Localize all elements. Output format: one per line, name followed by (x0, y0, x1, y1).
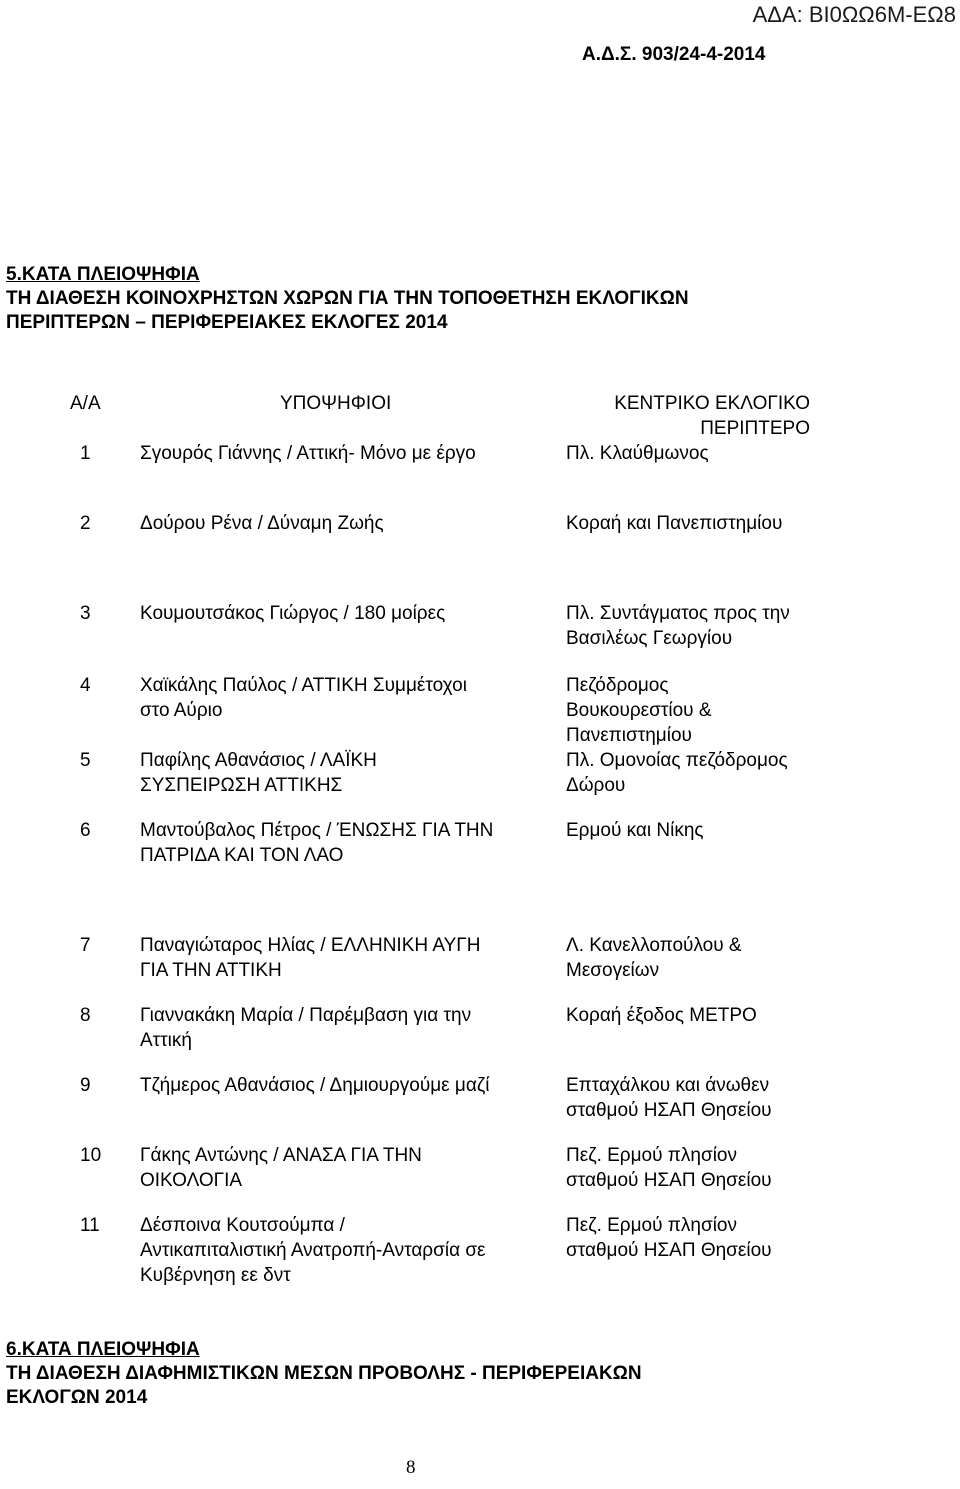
candidate-cell (140, 1073, 489, 1098)
location-line: Πλ. Κλαύθμωνος (566, 443, 709, 464)
section-5-heading (6, 263, 689, 335)
location-line: Πεζόδρομος (566, 675, 669, 696)
section-6-title-line2: ΤΗ ΔΙΑΘΕΣΗ ΔΙΑΦΗΜΙΣΤΙΚΩΝ ΜΕΣΩΝ ΠΡΟΒΟΛΗΣ - ΠΕΡΙΦΕΡΕΙΑΚΩΝ (6, 1363, 642, 1384)
row-number: 4 (80, 675, 91, 696)
candidate-cell (140, 511, 384, 536)
row-number: 9 (80, 1075, 91, 1096)
section-6-title-line1: ΚΑΤΑ ΠΛΕΙΟΨΗΦΙΑ (21, 1339, 200, 1360)
location-line: Ερμού και Νίκης (566, 820, 704, 841)
candidate-line: Δούρου Ρένα / Δύναμη Ζωής (140, 513, 384, 534)
section-6-number: 6. (6, 1339, 22, 1360)
row-number: 1 (80, 443, 91, 464)
location-cell (566, 1073, 772, 1123)
candidate-line: Αττική (140, 1030, 192, 1051)
candidate-line: Παναγιώταρος Ηλίας / ΕΛΛΗΝΙΚΗ ΑΥΓΗ (140, 935, 481, 956)
location-cell (566, 933, 742, 983)
location-line: Βασιλέως Γεωργίου (566, 628, 733, 649)
candidate-line: Τζήμερος Αθανάσιος / Δημιουργούμε μαζί (140, 1075, 490, 1096)
location-line: Πεζ. Ερμού πλησίον (566, 1145, 737, 1166)
candidate-line: Μαντούβαλος Πέτρος / ΈΝΩΣΗΣ ΓΙΑ ΤΗΝ (140, 820, 494, 841)
candidate-line: Παφίλης Αθανάσιος / ΛΑΪΚΗ (140, 750, 377, 771)
location-line: σταθμού ΗΣΑΠ Θησείου (566, 1170, 772, 1191)
location-line: Δώρου (566, 775, 626, 796)
location-line: Βουκουρεστίου & (566, 700, 712, 721)
candidate-line: ΟΙΚΟΛΟΓΙΑ (140, 1170, 243, 1191)
candidate-line: Γάκης Αντώνης / ΑΝΑΣΑ ΓΙΑ ΤΗΝ (140, 1145, 422, 1166)
candidate-line: Χαϊκάλης Παύλος / ΑΤΤΙΚΗ Συμμέτοχοι (140, 675, 467, 696)
location-cell (566, 673, 712, 748)
location-cell (566, 511, 782, 536)
row-number: 3 (80, 603, 91, 624)
section-5-title-line3: ΠΕΡΙΠΤΕΡΩΝ – ΠΕΡΙΦΕΡΕΙΑΚΕΣ ΕΚΛΟΓΕΣ 2014 (6, 312, 448, 333)
row-number: 8 (80, 1005, 91, 1026)
candidate-cell (140, 748, 377, 798)
candidate-line: ΠΑΤΡΙΔΑ ΚΑΙ ΤΟΝ ΛΑΟ (140, 845, 344, 866)
candidate-cell (140, 1213, 486, 1288)
location-line: Πλ. Ομονοίας πεζόδρομος (566, 750, 788, 771)
candidate-cell (140, 601, 445, 626)
candidate-cell (140, 441, 476, 466)
candidate-line: στο Αύριο (140, 700, 223, 721)
location-line: σταθμού ΗΣΑΠ Θησείου (566, 1100, 772, 1121)
location-line: Επταχάλκου και άνωθεν (566, 1075, 770, 1096)
candidate-line: Κουμουτσάκος Γιώργος / 180 μοίρες (140, 603, 446, 624)
table-header-kiosk (614, 391, 810, 441)
location-line: σταθμού ΗΣΑΠ Θησείου (566, 1240, 772, 1261)
candidate-line: Αντικαπιταλιστική Ανατροπή-Ανταρσία σε (140, 1240, 486, 1261)
location-cell (566, 441, 709, 466)
section-5-title-line1: ΚΑΤΑ ΠΛΕΙΟΨΗΦΙΑ (21, 264, 200, 285)
location-line: Πλ. Συντάγματος προς την (566, 603, 790, 624)
location-line: Κοραή και Πανεπιστημίου (566, 513, 783, 534)
section-6-heading (6, 1338, 642, 1410)
location-line: Πανεπιστημίου (566, 725, 692, 746)
location-line: Κοραή έξοδος ΜΕΤΡΟ (566, 1005, 757, 1026)
row-number: 6 (80, 820, 91, 841)
section-6-title-line3: ΕΚΛΟΓΩΝ 2014 (6, 1387, 148, 1408)
row-number: 11 (80, 1215, 100, 1236)
location-line: Μεσογείων (566, 960, 660, 981)
row-number: 2 (80, 513, 91, 534)
candidate-line: Σγουρός Γιάννης / Αττική- Μόνο με έργο (140, 443, 476, 464)
council-decision-ref: Α.Δ.Σ. 903/24-4-2014 (582, 44, 766, 65)
candidate-line: Δέσποινα Κουτσούμπα / (140, 1215, 345, 1236)
candidate-cell (140, 673, 467, 723)
table-header-kiosk-line1: ΚΕΝΤΡΙΚΟ ΕΚΛΟΓΙΚΟ (614, 393, 810, 414)
location-cell (566, 818, 704, 843)
candidate-line: ΣΥΣΠΕΙΡΩΣΗ ΑΤΤΙΚΗΣ (140, 775, 343, 796)
candidate-cell (140, 818, 493, 868)
table-header-candidates: ΥΠΟΨΗΦΙΟΙ (280, 393, 392, 414)
location-cell (566, 1143, 772, 1193)
row-number: 10 (80, 1145, 102, 1166)
candidate-line: Κυβέρνηση εε δντ (140, 1265, 291, 1286)
ada-code: ΑΔΑ: ΒΙ0ΩΩ6Μ-ΕΩ8 (752, 2, 956, 27)
location-line: Λ. Κανελλοπούλου & (566, 935, 742, 956)
location-cell (566, 748, 788, 798)
page-number: 8 (406, 1457, 416, 1478)
table-header-kiosk-line2: ΠΕΡΙΠΤΕΡΟ (700, 418, 810, 439)
location-cell (566, 1213, 772, 1263)
candidate-line: Γιαννακάκη Μαρία / Παρέμβαση για την (140, 1005, 472, 1026)
row-number: 7 (80, 935, 91, 956)
section-5-number: 5. (6, 264, 22, 285)
candidate-cell (140, 933, 480, 983)
location-cell (566, 1003, 757, 1028)
candidate-cell (140, 1143, 422, 1193)
candidate-cell (140, 1003, 471, 1053)
location-cell (566, 601, 790, 651)
row-number: 5 (80, 750, 91, 771)
location-line: Πεζ. Ερμού πλησίον (566, 1215, 737, 1236)
section-5-title-line2: ΤΗ ΔΙΑΘΕΣΗ ΚΟΙΝΟΧΡΗΣΤΩΝ ΧΩΡΩΝ ΓΙΑ ΤΗΝ ΤΟΠΟΘΕΤΗΣΗ ΕΚΛΟΓΙΚΩΝ (6, 288, 689, 309)
table-header-aa: Α/Α (70, 393, 101, 414)
candidate-line: ΓΙΑ ΤΗΝ ΑΤΤΙΚΗ (140, 960, 282, 981)
